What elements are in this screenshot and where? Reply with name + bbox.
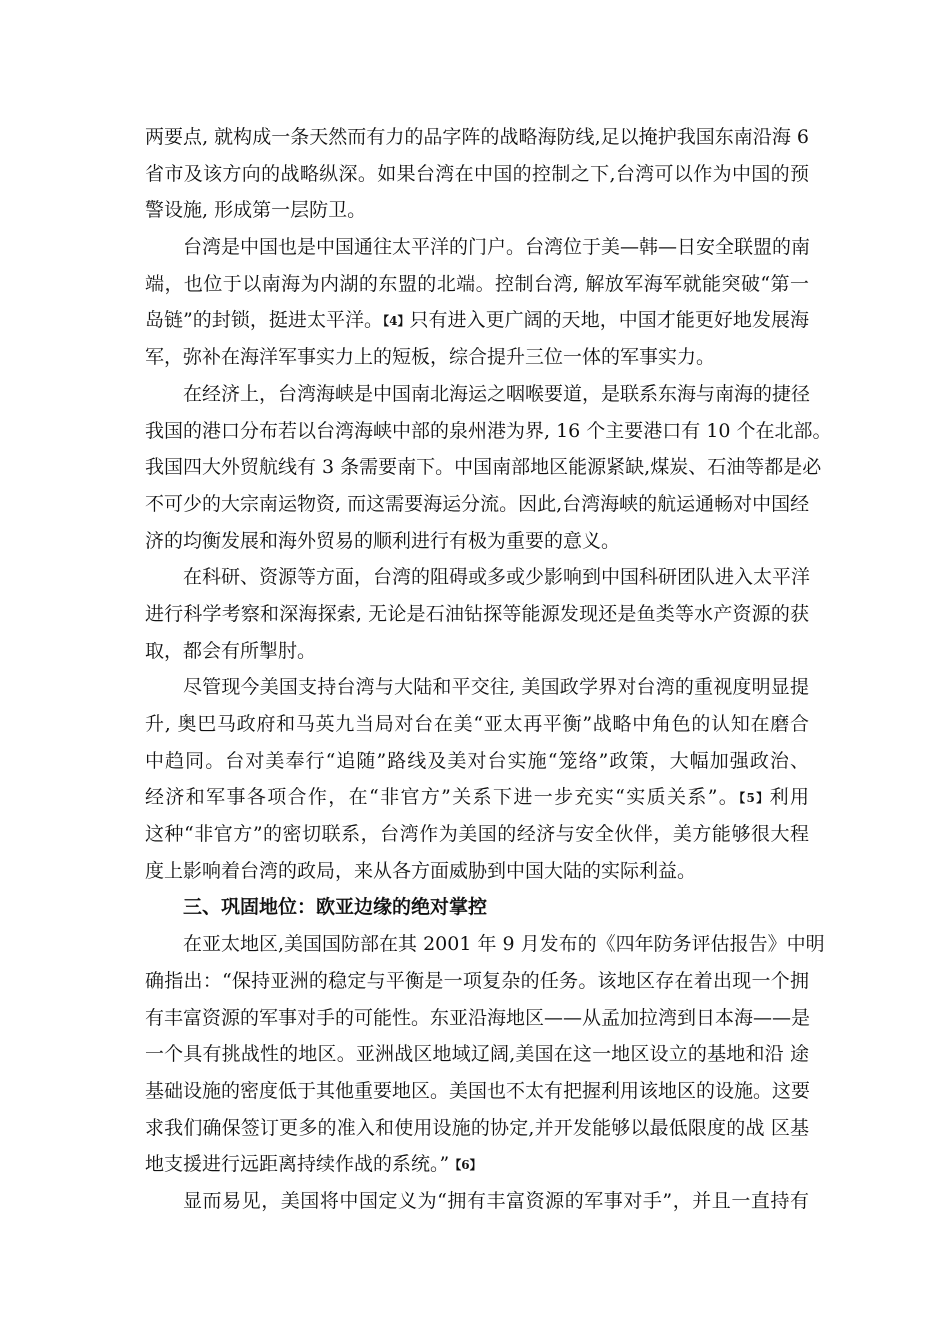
text-line (145, 302, 809, 339)
text-line: 取，都会有所掣肘。 (145, 639, 317, 662)
text-line: 一个具有挑战性的地区。亚洲战区地域辽阔,美国在这一地区设立的基地和沿 途 (145, 1043, 809, 1066)
text-line: 显而易见，美国将中国定义为“拥有丰富资源的军事对手”，并且一直持有 (183, 1189, 809, 1212)
text-line: 求我们确保签订更多的准入和使用设施的协定,并开发能够以最低限度的战 区基 (145, 1116, 809, 1139)
text-line: 基础设施的密度低于其他重要地区。美国也不太有把握利用该地区的设施。这要 (145, 1079, 811, 1102)
text-line: 济的均衡发展和海外贸易的顺利进行有极为重要的意义。 (145, 529, 621, 552)
text-line: 我国四大外贸航线有 3 条需要南下。中国南部地区能源紧缺,煤炭、石油等都是必 (145, 456, 822, 479)
text-line: 有丰富资源的军事对手的可能性。东亚沿海地区——从孟加拉湾到日本海——是 (145, 1006, 811, 1029)
document-body (145, 119, 832, 1220)
text-segment: 只有进入更广阔的天地，中国才能更好地发展海 (409, 309, 809, 332)
text-line: 台湾是中国也是中国通往太平洋的门户。台湾位于美—韩—日安全联盟的南 (183, 236, 811, 259)
text-line (145, 779, 809, 816)
text-line: 警设施, 形成第一层防卫。 (145, 199, 367, 222)
text-line: 中趋同。台对美奉行“追随”路线及美对台实施“笼络”政策，大幅加强政治、 (145, 749, 809, 772)
text-segment: 地支援进行远距离持续作战的系统。” (145, 1153, 450, 1176)
citation-mark: 【4】 (383, 314, 410, 329)
paragraph (145, 376, 832, 559)
text-line: 两要点, 就构成一条天然而有力的品字阵的战略海防线,足以掩护我国东南沿海 6 (145, 126, 809, 148)
text-line: 省市及该方向的战略纵深。如果台湾在中国的控制之下,台湾可以作为中国的预 (145, 162, 809, 185)
text-line: 进行科学考察和深海探索, 无论是石油钻探等能源发现还是鱼类等水产资源的获 (145, 602, 809, 625)
paragraph (145, 119, 809, 229)
text-segment: 利用 (769, 786, 809, 809)
text-line: 在亚太地区,美国国防部在其 2001 年 9 月发布的《四年防务评估报告》中明 (183, 933, 825, 956)
paragraph (145, 229, 809, 376)
text-line: 军，弥补在海洋军事实力上的短板，综合提升三位一体的军事实力。 (145, 346, 716, 369)
text-line: 我国的港口分布若以台湾海峡中部的泉州港为界, 16 个主要港口有 10 个在北部。 (145, 419, 832, 442)
citation-mark: 【6】 (449, 1158, 482, 1173)
paragraph (145, 559, 809, 669)
text-segment: 岛链”的封锁，挺进太平洋。 (145, 309, 384, 332)
text-line: 在经济上，台湾海峡是中国南北海运之咽喉要道，是联系东海与南海的捷径 (183, 382, 811, 405)
section-heading: 三、巩固地位：欧亚边缘的绝对掌控 (183, 896, 488, 919)
text-line: 升, 奥巴马政府和马英九当局对台在美“亚太再平衡”战略中角色的认知在磨合 (145, 713, 809, 735)
text-line: 在科研、资源等方面，台湾的阻碍或多或少影响到中国科研团队进入太平洋 (183, 566, 811, 589)
text-line: 确指出：“保持亚洲的稳定与平衡是一项复杂的任务。该地区存在着出现一个拥 (145, 969, 809, 992)
text-segment: 经济和军事各项合作，在“非官方”关系下进一步充实“实质关系”。 (145, 786, 740, 809)
text-line: 尽管现今美国支持台湾与大陆和平交往, 美国政学界对台湾的重视度明显提 (183, 676, 809, 699)
text-line: 端，也位于以南海为内湖的东盟的北端。控制台湾, 解放军海军就能突破“第一 (145, 272, 809, 295)
paragraph (145, 669, 809, 889)
paragraph (145, 1183, 809, 1220)
text-line: 不可少的大宗南运物资, 而这需要海运分流。因此,台湾海峡的航运通畅对中国经 (145, 492, 810, 515)
text-line (145, 1146, 809, 1183)
paragraph (145, 926, 825, 1183)
text-line: 这种“非官方”的密切联系，台湾作为美国的经济与安全伙伴，美方能够很大程 (145, 823, 809, 846)
citation-mark: 【5】 (739, 791, 770, 806)
text-line: 度上影响着台湾的政局，来从各方面威胁到中国大陆的实际利益。 (145, 859, 697, 882)
